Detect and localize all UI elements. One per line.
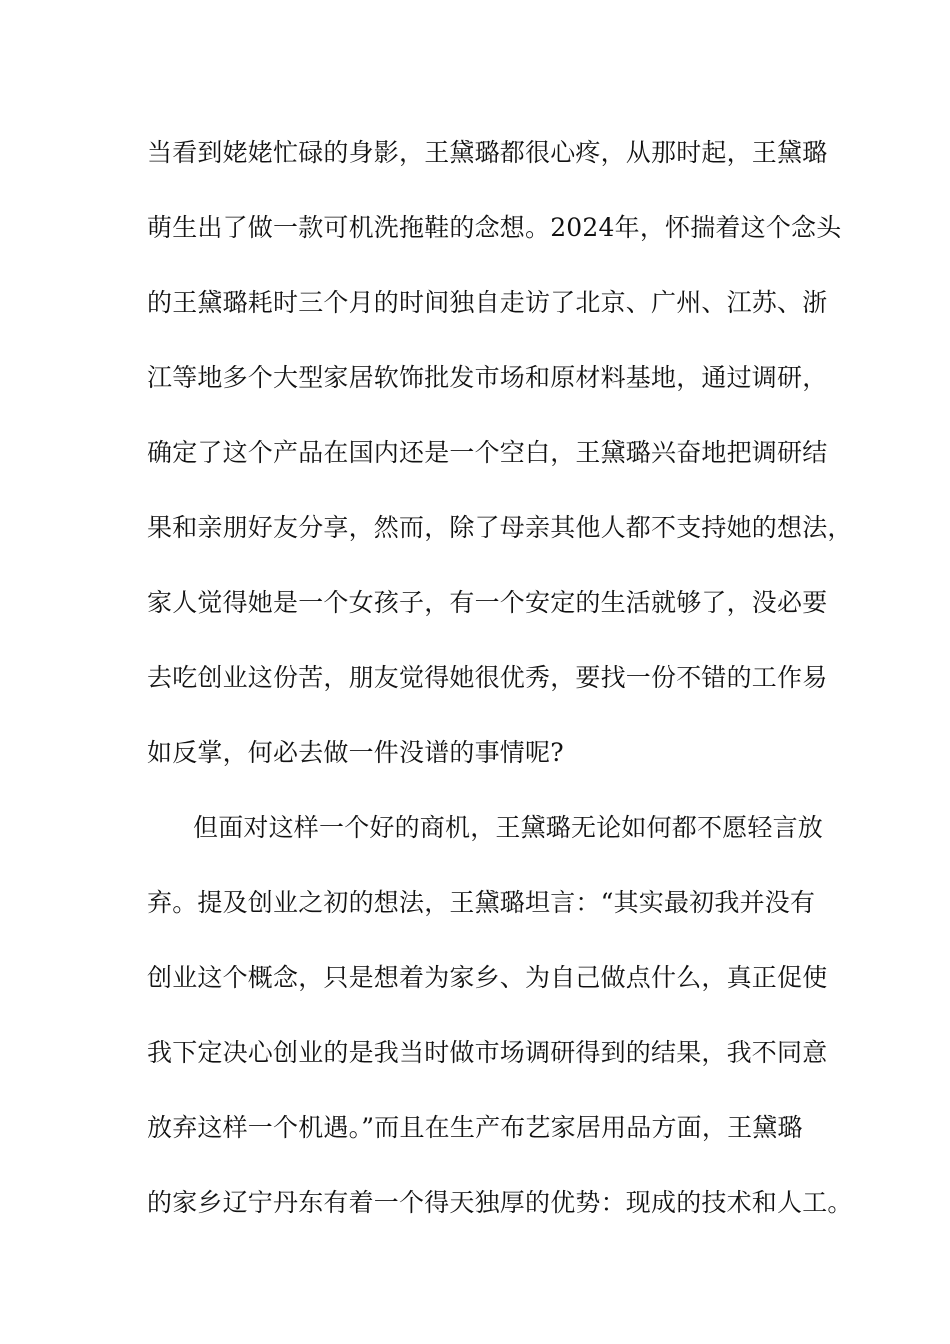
paragraph-line: 果和亲朋好友分享，然而，除了母亲其他人都不支持她的想法， — [147, 513, 853, 542]
paragraph-line: 弃。提及创业之初的想法，王黛璐坦言：“其实最初我并没有 — [147, 888, 816, 917]
paragraph-line: 家人觉得她是一个女孩子，有一个安定的生活就够了，没必要 — [147, 588, 828, 617]
paragraph-line: 创业这个概念，只是想着为家乡、为自己做点什么，真正促使 — [147, 963, 828, 992]
paragraph-line: 放弃这样一个机遇。”而且在生产布艺家居用品方面，王黛璐 — [147, 1113, 803, 1142]
paragraph-line: 的王黛璐耗时三个月的时间独自走访了北京、广州、江苏、浙 — [147, 288, 828, 317]
paragraph-line: 但面对这样一个好的商机，王黛璐无论如何都不愿轻言放 — [193, 813, 824, 842]
paragraph-2 — [147, 803, 853, 1253]
paragraph-line: 去吃创业这份苦，朋友觉得她很优秀，要找一份不错的工作易 — [147, 663, 828, 692]
paragraph-line: 我下定决心创业的是我当时做市场调研得到的结果，我不同意 — [147, 1038, 828, 1067]
paragraph-line: 江等地多个大型家居软饰批发市场和原材料基地，通过调研， — [147, 363, 828, 392]
paragraph-line: 当看到姥姥忙碌的身影，王黛璐都很心疼，从那时起，王黛璐 — [147, 138, 828, 167]
article-body — [147, 128, 853, 1253]
paragraph-line: 萌生出了做一款可机洗拖鞋的念想。2024年，怀揣着这个念头 — [147, 213, 842, 242]
paragraph-line: 如反掌，何必去做一件没谱的事情呢? — [147, 738, 564, 767]
paragraph-line: 的家乡辽宁丹东有着一个得天独厚的优势：现成的技术和人工。 — [147, 1188, 853, 1217]
paragraph-1 — [147, 128, 853, 803]
paragraph-line: 确定了这个产品在国内还是一个空白，王黛璐兴奋地把调研结 — [147, 438, 828, 467]
